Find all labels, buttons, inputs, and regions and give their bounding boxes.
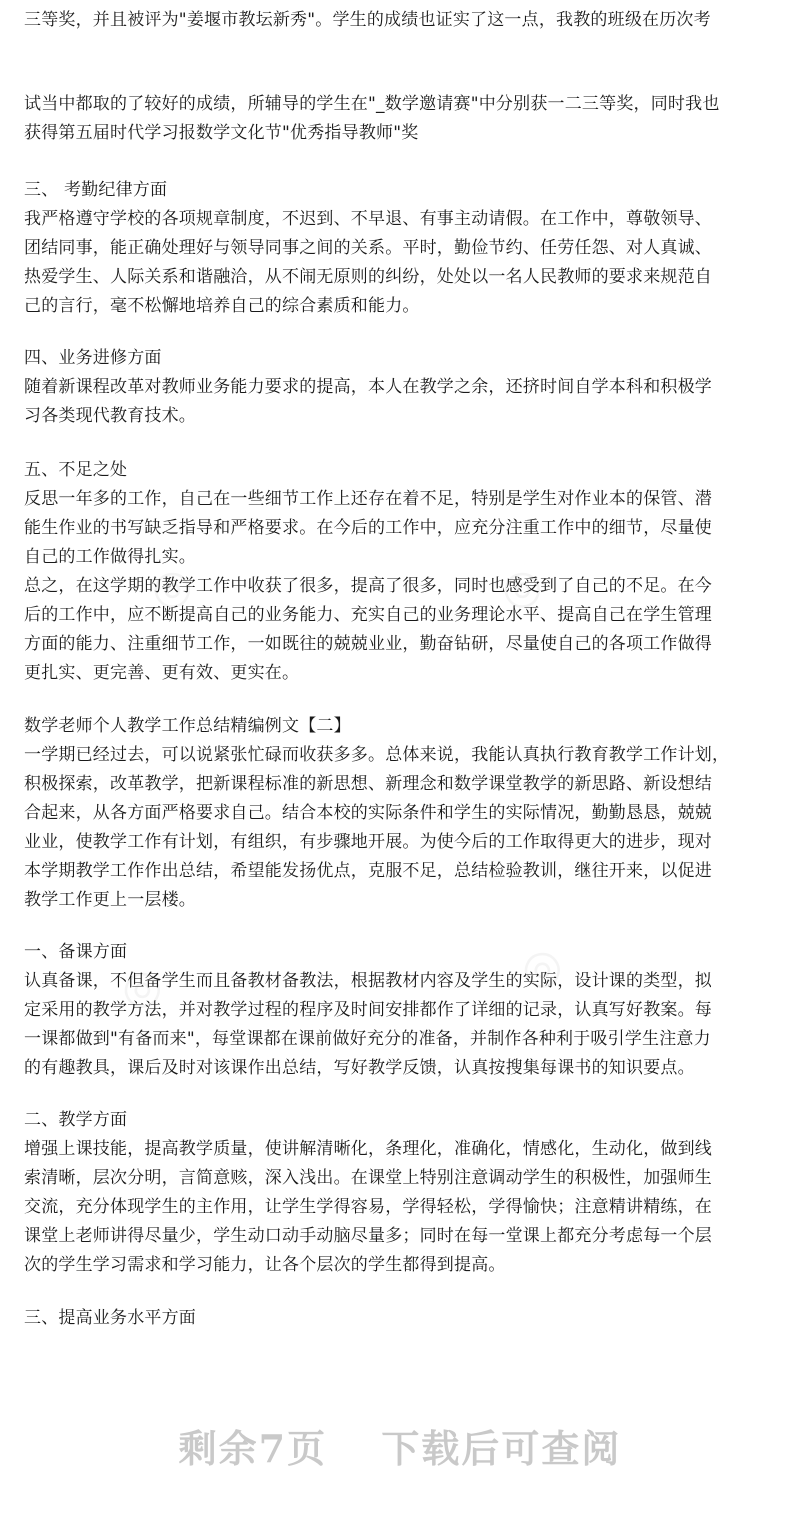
paragraph-line: 习各类现代教育技术。: [24, 406, 196, 426]
paragraph-line: 次的学生学习需求和学习能力，让各个层次的学生都得到提高。: [24, 1255, 506, 1275]
paragraph-line: 能生作业的书写缺乏指导和严格要求。在今后的工作中，应充分注重工作中的细节，尽量使: [24, 518, 712, 538]
paragraph-line: 增强上课技能，提高教学质量，使讲解清晰化，条理化，准确化，情感化，生动化，做到线: [24, 1139, 712, 1159]
paragraph-line: 定采用的教学方法，并对教学过程的程序及时间安排都作了详细的记录，认真写好教案。每: [24, 1000, 712, 1020]
paragraph-line: 一课都做到"有备而来"，每堂课都在课前做好充分的准备，并制作各种利于吸引学生注意力: [24, 1029, 711, 1049]
section-heading: 五、不足之处: [24, 460, 128, 480]
paragraph-line: 业业，使教学工作有计划，有组织，有步骤地开展。为使今后的工作取得更大的进步，现对: [24, 832, 712, 852]
paragraph-line: 三等奖，并且被评为"姜堰市教坛新秀"。学生的成绩也证实了这一点，我教的班级在历次考: [24, 10, 711, 30]
section-heading: 三、提高业务水平方面: [24, 1308, 196, 1328]
paragraph-line: 交流，充分体现学生的主作用，让学生学得容易，学得轻松，学得愉快；注意精讲精练，在: [24, 1197, 712, 1217]
paragraph-line: 一学期已经过去，可以说紧张忙碌而收获多多。总体来说，我能认真执行教育教学工作计划，: [24, 745, 730, 765]
partial-top-line: [24, 6, 780, 35]
section-heading: 四、业务进修方面: [24, 348, 162, 368]
paragraph-line: 团结同事，能正确处理好与领导同事之间的关系。平时，勤俭节约、任劳任怨、对人真诚、: [24, 238, 712, 258]
article-two: [24, 712, 780, 915]
paragraph-line: 更扎实、更完善、更有效、更实在。: [24, 663, 300, 683]
paragraph-line: 索清晰，层次分明，言简意赅，深入浅出。在课堂上特别注意调动学生的积极性，加强师生: [24, 1168, 712, 1188]
paragraph-line: 积极探索，改革教学，把新课程标准的新思想、新理念和数学课堂教学的新思路、新设想结: [24, 774, 712, 794]
paragraph-line: 获得第五届时代学习报数学文化节"优秀指导教师"奖: [24, 123, 419, 143]
paragraph-line: 本学期教学工作作出总结，希望能发扬优点，克服不足，总结检验教训，继往开来，以促进: [24, 861, 712, 881]
section-improve-skills: [24, 1304, 780, 1333]
paragraph-line: 合起来，从各方面严格要求自己。结合本校的实际条件和学生的实际情况，勤勤恳恳，兢兢: [24, 803, 712, 823]
section-professional-development: [24, 344, 780, 431]
download-to-view-label: 下载后可查阅: [381, 1426, 622, 1471]
paragraph-line: 己的言行，毫不松懈地培养自己的综合素质和能力。: [24, 296, 420, 316]
section-shortcomings: [24, 456, 780, 688]
paragraph-line: 课堂上老师讲得尽量少，学生动口动手动脑尽量多；同时在每一堂课上都充分考虑每一个层: [24, 1226, 712, 1246]
paragraph-line: 后的工作中，应不断提高自己的业务能力、充实自己的业务理论水平、提高自己在学生管理: [24, 605, 712, 625]
paragraph-line: 自己的工作做得扎实。: [24, 547, 196, 567]
paragraph-continuation: [24, 90, 780, 148]
paragraph-line: 随着新课程改革对教师业务能力要求的提高，本人在教学之余，还挤时间自学本科和积极学: [24, 377, 712, 397]
paragraph-line: 方面的能力、注重细节工作，一如既往的兢兢业业，勤奋钻研，尽量使自己的各项工作做得: [24, 634, 712, 654]
section-teaching: [24, 1106, 780, 1280]
section-heading: 二、教学方面: [24, 1110, 128, 1130]
paragraph-line: 试当中都取的了较好的成绩，所辅导的学生在"_数学邀请赛"中分别获一二三等奖，同时我也: [24, 94, 720, 114]
paragraph-line: 热爱学生、人际关系和谐融洽，从不闹无原则的纠纷，处处以一名人民教师的要求来规范自: [24, 267, 712, 287]
section-heading: 一、备课方面: [24, 942, 128, 962]
paragraph-line: 我严格遵守学校的各项规章制度，不迟到、不早退、有事主动请假。在工作中，尊敬领导、: [24, 209, 712, 229]
section-lesson-prep: [24, 938, 780, 1083]
paragraph-line: 的有趣教具，课后及时对该课作出总结，写好教学反馈，认真按搜集每课书的知识要点。: [24, 1058, 695, 1078]
paragraph-line: 认真备课，不但备学生而且备教材备教法，根据教材内容及学生的实际，设计课的类型，拟: [24, 971, 712, 991]
remaining-pages-label: 剩余7页: [178, 1426, 328, 1471]
paragraph-line: 教学工作更上一层楼。: [24, 890, 196, 910]
article-title: 数学老师个人教学工作总结精编例文【二】: [24, 716, 351, 736]
paragraph-line: 总之，在这学期的教学工作中收获了很多，提高了很多，同时也感受到了自己的不足。在今: [24, 576, 712, 596]
section-heading: 三、 考勤纪律方面: [24, 180, 168, 200]
section-attendance: [24, 176, 780, 321]
download-prompt-banner[interactable]: [0, 1418, 800, 1488]
paragraph-line: 反思一年多的工作，自己在一些细节工作上还存在着不足，特别是学生对作业本的保管、潜: [24, 489, 712, 509]
